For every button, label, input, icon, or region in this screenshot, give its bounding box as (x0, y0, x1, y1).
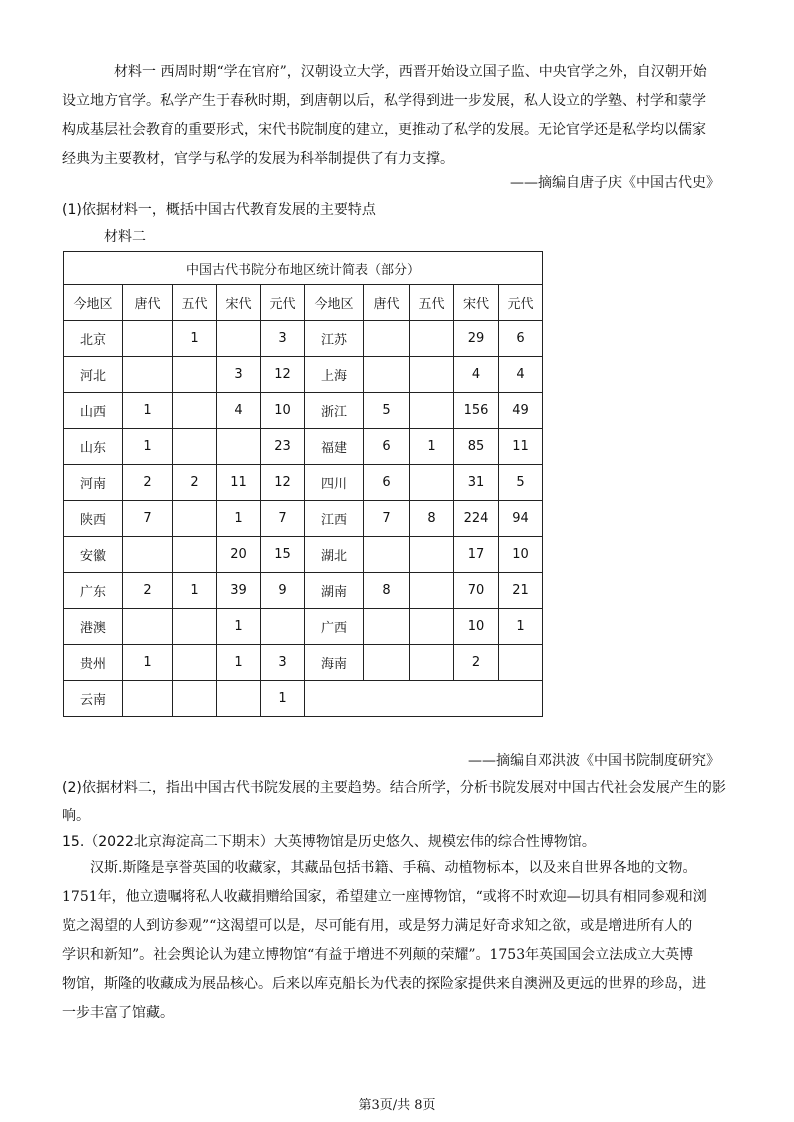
table-header-cell: 元代 (499, 285, 543, 321)
table-cell (217, 321, 261, 357)
table-cell: 湖北 (305, 537, 364, 573)
table-cell: 7 (364, 501, 410, 537)
table-cell: 39 (217, 573, 261, 609)
table-cell (173, 393, 217, 429)
table-cell (410, 357, 454, 393)
material2-source: ——摘编自邓洪波《中国书院制度研究》 (468, 753, 720, 769)
table-cell: 贵州 (64, 645, 123, 681)
table-cell: 5 (499, 465, 543, 501)
question-2: (2)依据材料二，指出中国古代书院发展的主要趋势。结合所学，分析书院发展对中国古代社会发展产生的影响。 (62, 780, 726, 824)
table-row (64, 681, 543, 717)
table-cell: 2 (173, 465, 217, 501)
table-cell: 4 (217, 393, 261, 429)
table-caption: 中国古代书院分布地区统计简表（部分） (64, 252, 543, 285)
table-cell (173, 609, 217, 645)
table-cell (123, 609, 173, 645)
material1-line-1: 材料一 西周时期“学在官府”，汉朝设立大学，西晋开始设立国子监、中央官学之外，自汉朝开始 (114, 64, 707, 80)
table-cell: 海南 (305, 645, 364, 681)
question-15-paragraph (62, 854, 728, 1028)
table-header-cell: 五代 (410, 285, 454, 321)
table-cell (364, 321, 410, 357)
table-cell: 224 (454, 501, 499, 537)
table-header-cell: 唐代 (123, 285, 173, 321)
table-row (64, 645, 543, 681)
table-cell: 12 (261, 357, 305, 393)
table-cell: 河南 (64, 465, 123, 501)
table-cell: 4 (499, 357, 543, 393)
table-cell: 10 (454, 609, 499, 645)
table-cell: 5 (364, 393, 410, 429)
table-cell: 8 (364, 573, 410, 609)
table-header-cell: 五代 (173, 285, 217, 321)
table-cell: 3 (261, 645, 305, 681)
table-cell: 江苏 (305, 321, 364, 357)
table-cell: 6 (364, 429, 410, 465)
table-cell: 11 (217, 465, 261, 501)
table-cell: 21 (499, 573, 543, 609)
table-cell (173, 501, 217, 537)
table-cell: 山西 (64, 393, 123, 429)
academy-distribution-table (63, 251, 543, 717)
table-cell: 北京 (64, 321, 123, 357)
table-cell (173, 357, 217, 393)
table-cell: 156 (454, 393, 499, 429)
table-cell (410, 321, 454, 357)
table-cell: 11 (499, 429, 543, 465)
table-cell: 4 (454, 357, 499, 393)
table-cell: 1 (173, 573, 217, 609)
table-cell: 1 (261, 681, 305, 717)
table-cell: 四川 (305, 465, 364, 501)
table-cell: 3 (217, 357, 261, 393)
table-row (64, 321, 543, 357)
q15-line-1: 汉斯.斯隆是享誉英国的收藏家，其藏品包括书籍、手稿、动植物标本，以及来自世界各地的文物。 (90, 860, 697, 876)
table-cell (410, 537, 454, 573)
table-cell: 94 (499, 501, 543, 537)
material1-paragraph (62, 58, 726, 174)
table-cell: 17 (454, 537, 499, 573)
q15-line-3: 览之渴望的人到访参观”“这渴望可以是，尽可能有用，或是努力满足好奇求知之欲，或是增进所有人的 (62, 918, 693, 934)
material1-line-2: 设立地方官学。私学产生于春秋时期，到唐朝以后，私学得到进一步发展，私人设立的学塾、村学和蒙学 (62, 93, 706, 109)
table-cell: 上海 (305, 357, 364, 393)
table-cell: 浙江 (305, 393, 364, 429)
table-cell (364, 537, 410, 573)
table-header-cell: 唐代 (364, 285, 410, 321)
table-row (64, 429, 543, 465)
q15-line-5: 物馆，斯隆的收藏成为展品核心。后来以库克船长为代表的探险家提供来自澳洲及更远的世界的珍岛，进 (62, 976, 706, 992)
table-cell (123, 537, 173, 573)
table-cell (261, 609, 305, 645)
table-cell: 广东 (64, 573, 123, 609)
table-row (64, 357, 543, 393)
material1-line-4: 经典为主要教材，官学与私学的发展为科举制提供了有力支撑。 (62, 151, 454, 167)
table-cell: 9 (261, 573, 305, 609)
table-cell (364, 609, 410, 645)
table-cell: 港澳 (64, 609, 123, 645)
table-cell: 20 (217, 537, 261, 573)
table-cell: 2 (123, 465, 173, 501)
table-cell: 1 (123, 393, 173, 429)
table-cell: 29 (454, 321, 499, 357)
table-cell (173, 681, 217, 717)
table-cell: 12 (261, 465, 305, 501)
table-cell: 15 (261, 537, 305, 573)
table-cell (123, 357, 173, 393)
table-header-cell: 元代 (261, 285, 305, 321)
table-cell (410, 645, 454, 681)
table-cell: 山东 (64, 429, 123, 465)
table-cell (410, 465, 454, 501)
material1-source: ——摘编自唐子庆《中国古代史》 (510, 175, 720, 191)
table-cell: 7 (261, 501, 305, 537)
table-cell: 安徽 (64, 537, 123, 573)
table-cell: 1 (173, 321, 217, 357)
table-cell: 1 (499, 609, 543, 645)
table-cell (173, 537, 217, 573)
table-cell (410, 573, 454, 609)
table-cell: 云南 (64, 681, 123, 717)
table-cell: 8 (410, 501, 454, 537)
table-cell: 2 (454, 645, 499, 681)
table-cell (499, 645, 543, 681)
table-cell: 7 (123, 501, 173, 537)
table-row (64, 537, 543, 573)
material2-label: 材料二 (104, 229, 146, 245)
q15-line-4: 学识和新知”。社会舆论认为建立博物馆“有益于增进不列颠的荣耀”。1753年英国国会立法成立大英博 (62, 947, 694, 963)
table-cell: 福建 (305, 429, 364, 465)
material1-line-3: 构成基层社会教育的重要形式，宋代书院制度的建立，更推动了私学的发展。无论官学还是私学均以儒家 (62, 122, 706, 138)
table-cell: 1 (123, 429, 173, 465)
table-cell: 1 (217, 609, 261, 645)
table-cell: 1 (410, 429, 454, 465)
table-row (64, 393, 543, 429)
table-cell: 10 (499, 537, 543, 573)
table-cell: 1 (123, 645, 173, 681)
table-row (64, 609, 543, 645)
table-header-cell: 宋代 (217, 285, 261, 321)
table-cell (364, 357, 410, 393)
table-empty-merged-cell (305, 681, 543, 717)
table-cell: 6 (364, 465, 410, 501)
table-cell: 江西 (305, 501, 364, 537)
table-header-cell: 宋代 (454, 285, 499, 321)
table-cell: 1 (217, 501, 261, 537)
table-cell (410, 393, 454, 429)
table-cell: 河北 (64, 357, 123, 393)
q15-line-6: 一步丰富了馆藏。 (62, 1005, 174, 1021)
table-cell (364, 645, 410, 681)
question-1: (1)依据材料一，概括中国古代教育发展的主要特点 (62, 202, 376, 218)
q15-line-2: 1751年，他立遗嘱将私人收藏捐赠给国家，希望建立一座博物馆，“或将不时欢迎—切具有相同参观和浏 (62, 889, 707, 905)
table-cell: 10 (261, 393, 305, 429)
table-cell (173, 429, 217, 465)
table-cell: 2 (123, 573, 173, 609)
table-cell: 陕西 (64, 501, 123, 537)
question-15-title: 15.（2022北京海淀高二下期末）大英博物馆是历史悠久、规模宏伟的综合性博物馆。 (62, 834, 596, 850)
table-header-cell: 今地区 (64, 285, 123, 321)
table-row (64, 465, 543, 501)
table-header-cell: 今地区 (305, 285, 364, 321)
table-cell: 85 (454, 429, 499, 465)
table-cell: 湖南 (305, 573, 364, 609)
table-header-row (64, 285, 543, 321)
table-cell (173, 645, 217, 681)
table-row (64, 573, 543, 609)
table-cell (123, 681, 173, 717)
table-cell: 6 (499, 321, 543, 357)
table-cell (410, 609, 454, 645)
table-cell (123, 321, 173, 357)
table-cell: 23 (261, 429, 305, 465)
page-footer: 第3页/共 8页 (358, 1098, 436, 1113)
table-cell: 3 (261, 321, 305, 357)
table-cell: 广西 (305, 609, 364, 645)
table-cell: 49 (499, 393, 543, 429)
table-cell: 1 (217, 645, 261, 681)
table-row (64, 501, 543, 537)
table-cell (217, 681, 261, 717)
table-cell (217, 429, 261, 465)
table-cell: 70 (454, 573, 499, 609)
table-body (64, 321, 543, 681)
table-cell: 31 (454, 465, 499, 501)
